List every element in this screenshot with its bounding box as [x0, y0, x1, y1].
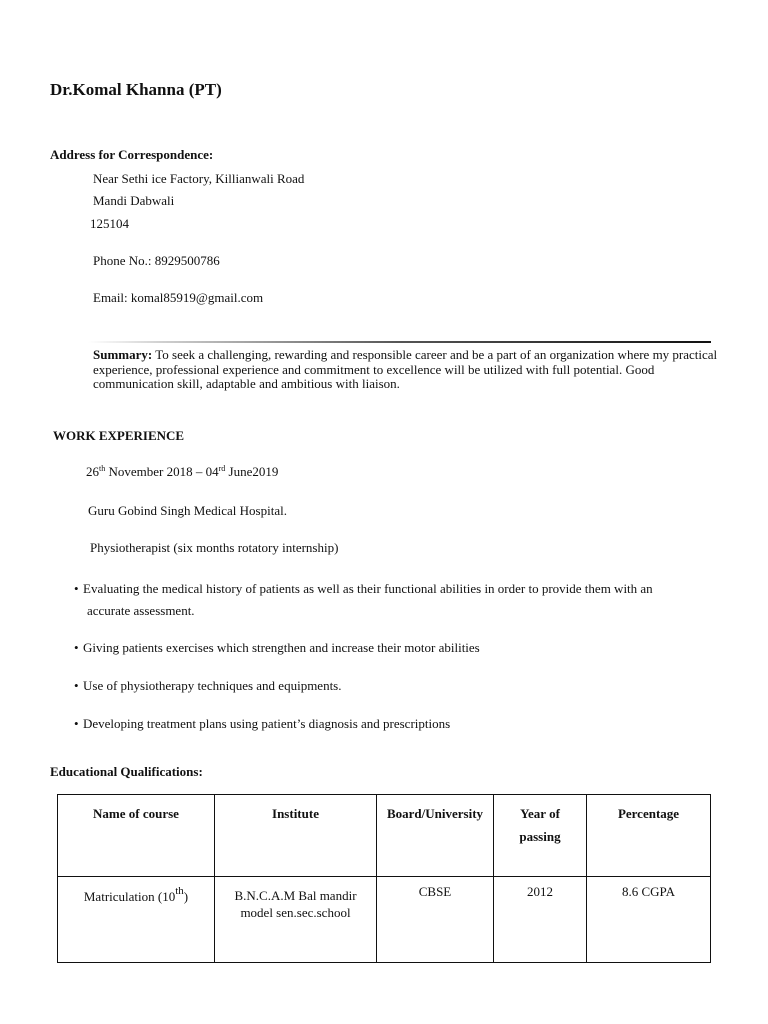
- header-course: Name of course: [58, 795, 215, 877]
- duty-text: Evaluating the medical history of patients as well as their functional abilities in order to provide them with an: [83, 581, 653, 596]
- table-row: [58, 877, 711, 963]
- cell-board: CBSE: [377, 877, 494, 963]
- duty-bullet-2: [74, 640, 480, 656]
- work-experience-heading: WORK EXPERIENCE: [53, 428, 185, 443]
- header-board: Board/University: [377, 795, 494, 877]
- duty-bullet-1: [74, 578, 724, 622]
- cell-institute: [215, 877, 377, 963]
- bullet-dot-icon: •: [74, 716, 79, 731]
- course-name: Matriculation (10: [83, 889, 176, 904]
- cell-year: 2012: [494, 877, 587, 963]
- section-divider: [88, 341, 711, 343]
- header-percentage: Percentage: [587, 795, 711, 877]
- address-line-2: Mandi Dabwali: [93, 193, 175, 208]
- education-heading: Educational Qualifications:: [50, 764, 203, 779]
- job-role: Physiotherapist (six months rotatory internship): [90, 540, 339, 555]
- duty-text-continuation: accurate assessment.: [87, 603, 195, 618]
- header-institute: Institute: [215, 795, 377, 877]
- cell-percentage: 8.6 CGPA: [587, 877, 711, 963]
- candidate-name: Dr.Komal Khanna (PT): [50, 80, 222, 99]
- cell-course: [58, 877, 215, 963]
- institute-line-2: model sen.sec.school: [240, 905, 351, 920]
- summary-text: To seek a challenging, rewarding and responsible career and be a part of an organization where my practical experience, professional experience and commitment to excellence will be utilized with full potential. Good communication skill, adaptable and ambitious with liaison.: [93, 347, 718, 391]
- table-header-row: [58, 795, 711, 877]
- header-year-line-1: Year of: [520, 806, 560, 821]
- duty-text: Use of physiotherapy techniques and equipments.: [83, 678, 342, 693]
- course-suffix: th: [175, 885, 184, 897]
- institute-line-1: B.N.C.A.M Bal mandir: [234, 888, 357, 903]
- employment-dates: [86, 464, 278, 480]
- education-table: [57, 794, 711, 963]
- bullet-dot-icon: •: [74, 640, 79, 655]
- address-heading: Address for Correspondence:: [50, 147, 214, 162]
- end-rest: June2019: [225, 464, 279, 479]
- address-line-1: Near Sethi ice Factory, Killianwali Road: [93, 171, 305, 186]
- address-postcode: 125104: [90, 216, 129, 231]
- start-day: 26: [86, 464, 99, 479]
- summary-paragraph: [93, 348, 733, 392]
- bullet-dot-icon: •: [74, 678, 79, 693]
- email-address: Email: komal85919@gmail.com: [93, 290, 264, 305]
- phone-number: Phone No.: 8929500786: [93, 253, 220, 268]
- start-rest: November 2018 – 04: [105, 464, 219, 479]
- duty-bullet-3: [74, 678, 342, 694]
- duty-bullet-4: [74, 716, 450, 732]
- summary-label: Summary:: [93, 347, 153, 362]
- employer-name: Guru Gobind Singh Medical Hospital.: [88, 503, 287, 518]
- header-year-line-2: passing: [519, 829, 561, 844]
- header-year: [494, 795, 587, 877]
- bullet-dot-icon: •: [74, 581, 79, 596]
- duty-text: Developing treatment plans using patient’s diagnosis and prescriptions: [83, 716, 451, 731]
- end-day-suffix: rd: [218, 464, 226, 473]
- duty-text: Giving patients exercises which strengthen and increase their motor abilities: [83, 640, 480, 655]
- start-day-suffix: th: [99, 464, 106, 473]
- course-close: ): [183, 889, 189, 904]
